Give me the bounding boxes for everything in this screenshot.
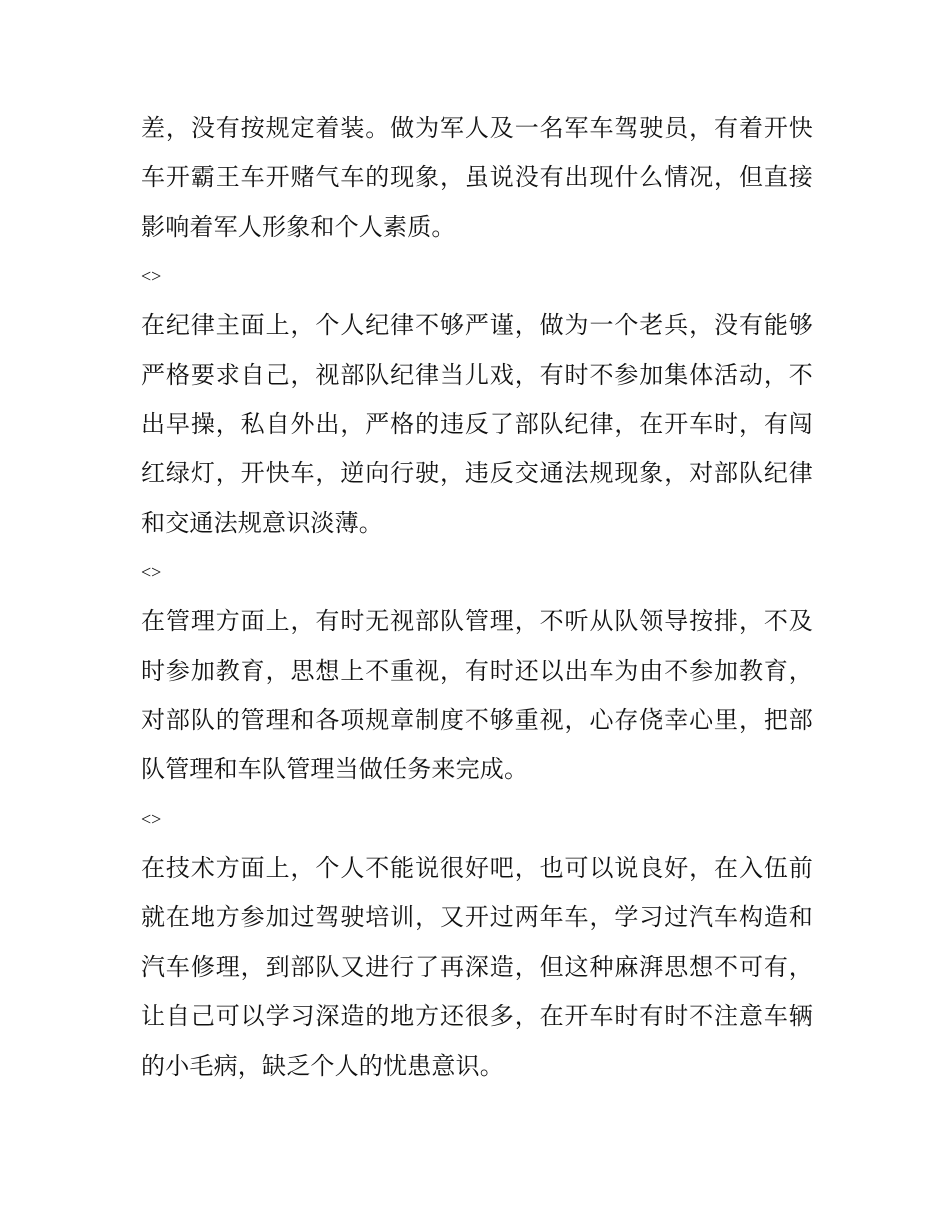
- separator-marker: <>: [141, 266, 162, 287]
- paragraph-technique: 在技术方面上，个人不能说很好吧，也可以说良好，在入伍前就在地方参加过驾驶培训，又开过两年车，学习过汽车构造和汽车修理，到部队又进行了再深造，但这种麻湃思想不可有，让自己可以学习深造的地方还很多，在开车时有时不注意车辆的小毛病，缺乏个人的忧患意识。: [141, 853, 813, 1080]
- paragraph-management: 在管理方面上，有时无视部队管理，不听从队领导按排，不及时参加教育，思想上不重视，有时还以出车为由不参加教育，对部队的管理和各项规章制度不够重视，心存侥幸心里，把部队管理和车队管理当做任务来完成。: [141, 607, 813, 784]
- paragraph-discipline: 在纪律主面上，个人纪律不够严谨，做为一个老兵，没有能够严格要求自己，视部队纪律当儿戏，有时不参加集体活动，不出早操，私自外出，严格的违反了部队纪律，在开车时，有闯红绿灯，开快车，逆向行驶，违反交通法规现象，对部队纪律和交通法规意识淡薄。: [141, 311, 813, 537]
- separator-marker: <>: [141, 808, 162, 829]
- document-page: [141, 104, 813, 1091]
- paragraph-attire: 差，没有按规定着装。做为军人及一名军车驾驶员，有着开快车开霸王车开赌气车的现象，虽说没有出现什么情况，但直接影响着军人形象和个人素质。: [141, 114, 813, 241]
- separator-marker: <>: [141, 562, 162, 583]
